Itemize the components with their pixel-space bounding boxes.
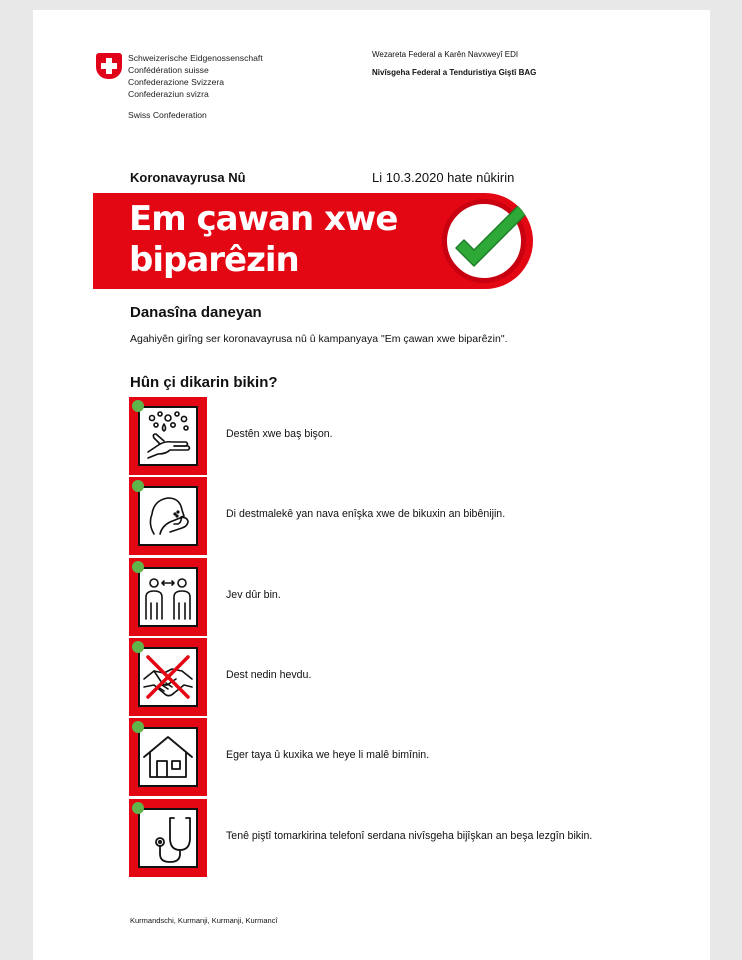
check-mark-icon (448, 196, 532, 280)
confederation-names (128, 52, 263, 100)
stay-home-icon (140, 729, 196, 785)
rule-text: Tenê piştî tomarkirina telefonî serdana nivîsgeha bijîşkan an beşa lezgîn bikin. (226, 830, 593, 842)
rule-text: Dest nedin hevdu. (226, 669, 312, 681)
document-page (33, 10, 710, 960)
confederation-line: Schweizerische Eidgenossenschaft (128, 53, 263, 63)
no-handshake-icon (140, 649, 196, 705)
check-badge-icon (132, 400, 144, 412)
footer-languages: Kurmandschi, Kurmanji, Kurmanji, Kurmancî (130, 916, 278, 925)
rule-item (129, 477, 689, 555)
section-heading: Hûn çi dikarin bikin? (130, 374, 278, 391)
rule-text: Eger taya û kuxika we heye li malê bimînin. (226, 749, 430, 761)
check-badge-icon (132, 641, 144, 653)
document-title: Koronavayrusa Nû (130, 170, 246, 185)
cough-into-elbow-icon (140, 488, 196, 544)
hand-washing-icon (140, 408, 196, 464)
section-heading: Danasîna daneyan (130, 304, 262, 321)
confederation-line: Confédération suisse (128, 65, 209, 75)
rule-item (129, 799, 689, 877)
rule-text: Jev dûr bin. (226, 589, 281, 601)
rule-icon-tile (129, 799, 207, 877)
banner-slogan (129, 199, 397, 281)
rule-icon-tile (129, 397, 207, 475)
campaign-banner (93, 193, 533, 289)
keep-distance-icon (140, 569, 196, 625)
rule-text: Destên xwe baş bişon. (226, 428, 333, 440)
check-badge-icon (132, 802, 144, 814)
confederation-line: Confederazione Svizzera (128, 77, 225, 87)
swiss-cross-logo (96, 53, 122, 79)
rule-item (129, 638, 689, 716)
check-badge-icon (132, 561, 144, 573)
rule-icon-tile (129, 718, 207, 796)
stethoscope-icon (140, 810, 196, 866)
confederation-line: Confederaziun svizra (128, 89, 209, 99)
rule-item (129, 718, 689, 796)
rule-icon-tile (129, 558, 207, 636)
check-badge-icon (132, 721, 144, 733)
rule-text: Di destmalekê yan nava enîşka xwe de bikuxin an bibênijin. (226, 508, 506, 520)
confederation-english: Swiss Confederation (128, 110, 207, 120)
rule-item (129, 558, 689, 636)
banner-line-1: Em çawan xwe (129, 199, 398, 239)
update-date: Li 10.3.2020 hate nûkirin (372, 170, 515, 185)
office-name: Nivîsgeha Federal a Tenduristiya Giştî BAG (372, 68, 537, 77)
banner-line-2: biparêzin (129, 240, 299, 280)
section-intro-text: Agahiyên girîng ser koronavayrusa nû û kampanyaya "Em çawan xwe biparêzin". (130, 333, 508, 345)
rule-item (129, 397, 689, 475)
department-name: Wezareta Federal a Karên Navxweyî EDI (372, 50, 519, 59)
rule-icon-tile (129, 638, 207, 716)
check-badge-icon (132, 480, 144, 492)
rule-icon-tile (129, 477, 207, 555)
